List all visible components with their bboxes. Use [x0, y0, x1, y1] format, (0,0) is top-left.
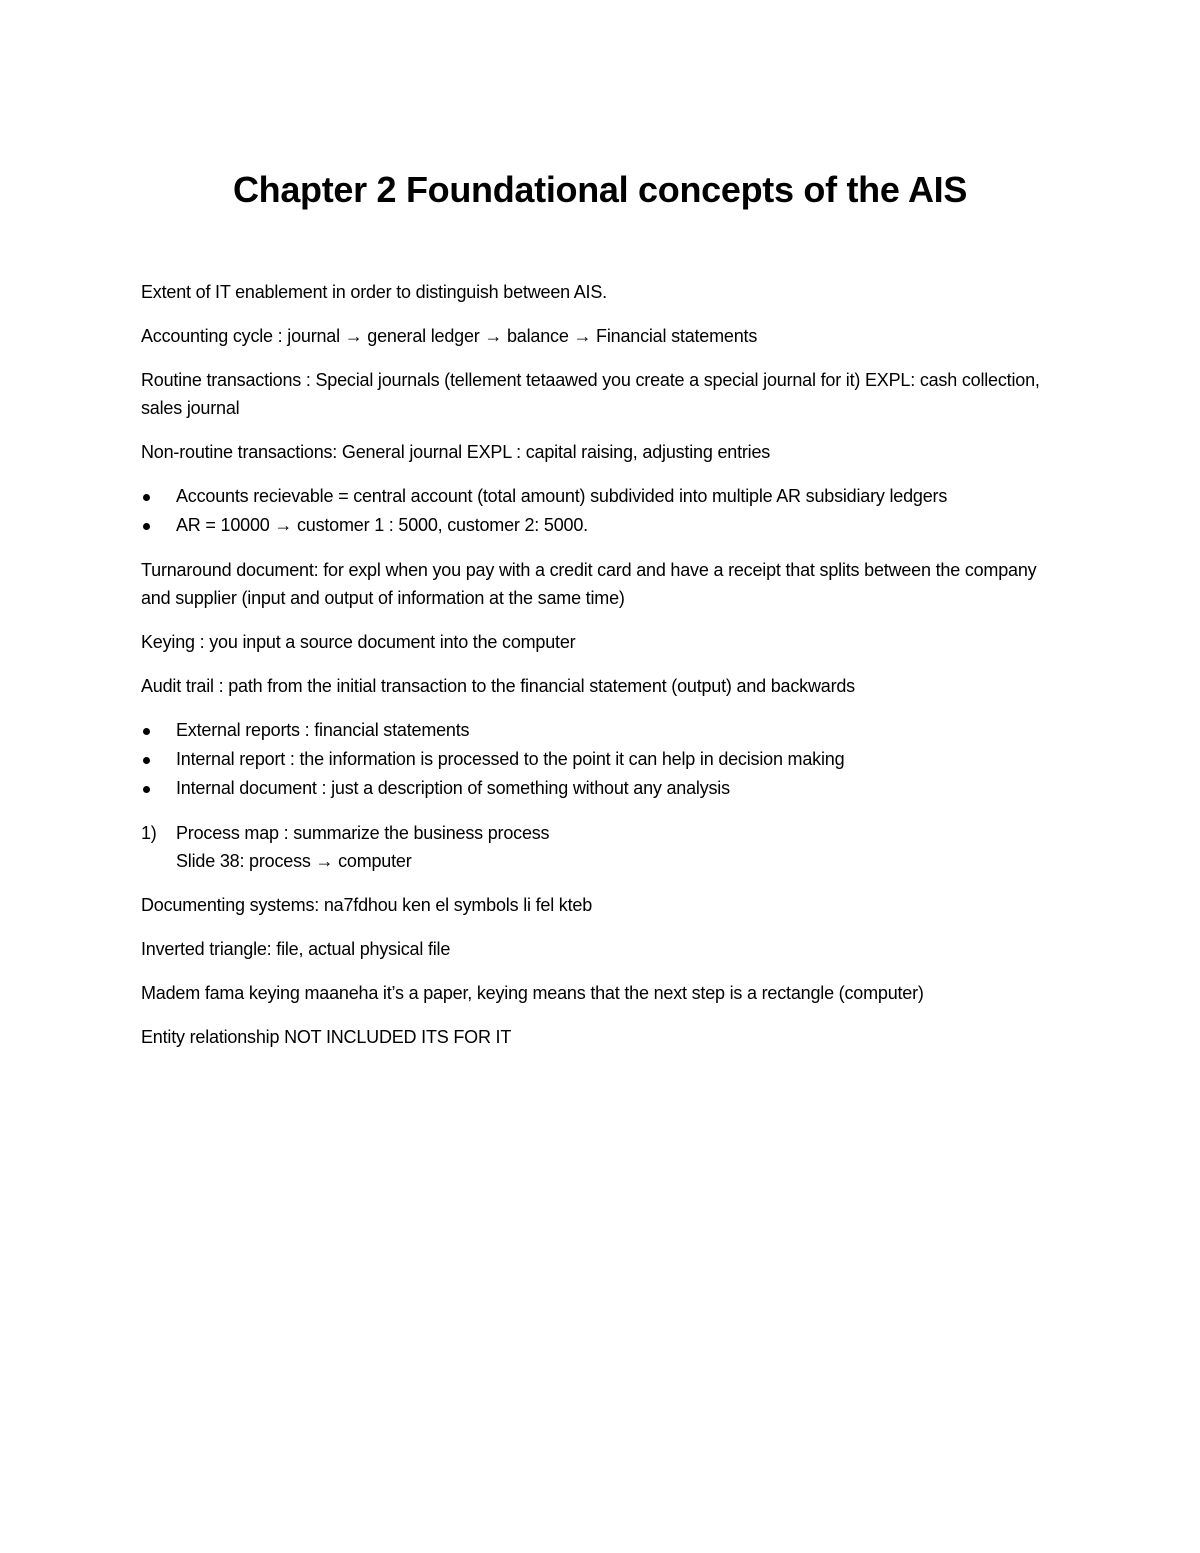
paragraph-keying: Keying : you input a source document into the computer — [141, 632, 576, 652]
page-title: Chapter 2 Foundational concepts of the AIS — [232, 169, 968, 211]
bullet-icon — [143, 786, 150, 793]
paragraph-entity-relationship: Entity relationship NOT INCLUDED ITS FOR IT — [141, 1027, 512, 1047]
document-body — [141, 278, 1056, 1067]
paragraph-keying-paper: Madem fama keying maaneha it’s a paper, keying means that the next step is a rectangle (computer) — [141, 983, 924, 1003]
paragraph-routine-transactions: Routine transactions : Special journals (tellement tetaawed you create a special journal for it) EXPL: cash collection, sales journal — [141, 370, 1040, 418]
list-item — [141, 511, 1056, 540]
list-item — [141, 716, 1056, 745]
list-item — [141, 745, 1056, 774]
list-item-text: External reports : financial statements — [176, 720, 470, 740]
list-item-text: Internal report : the information is processed to the point it can help in decision making — [176, 749, 845, 769]
bullet-icon — [143, 757, 150, 764]
paragraph-it-enablement: Extent of IT enablement in order to distinguish between AIS. — [141, 282, 607, 302]
list-item-text: Accounts recievable = central account (total amount) subdivided into multiple AR subsidiary ledgers — [176, 486, 948, 506]
paragraph-documenting-systems: Documenting systems: na7fdhou ken el symbols li fel kteb — [141, 895, 593, 915]
paragraph-audit-trail: Audit trail : path from the initial transaction to the financial statement (output) and backwards — [141, 676, 855, 696]
paragraph-non-routine-transactions: Non-routine transactions: General journal EXPL : capital raising, adjusting entries — [141, 442, 771, 462]
paragraph-accounting-cycle: Accounting cycle : journal → general ledger → balance → Financial statements — [141, 326, 758, 346]
list-item-text: Process map : summarize the business process — [176, 823, 550, 843]
bullet-icon — [143, 728, 150, 735]
numbered-list-item — [141, 819, 1056, 875]
list-item-text: Internal document : just a description of something without any analysis — [176, 778, 730, 798]
list-number: 1) — [141, 823, 157, 843]
bullet-list-accounts-receivable — [141, 482, 1056, 540]
paragraph-turnaround-document: Turnaround document: for expl when you pay with a credit card and have a receipt that splits between the company and supplier (input and output of information at the same time) — [141, 560, 1037, 608]
bullet-icon — [143, 494, 150, 501]
paragraph-inverted-triangle: Inverted triangle: file, actual physical file — [141, 939, 451, 959]
list-item — [141, 774, 1056, 803]
list-item-text: AR = 10000 → customer 1 : 5000, customer 2: 5000. — [176, 515, 588, 535]
bullet-list-reports — [141, 716, 1056, 803]
list-item-subtext: Slide 38: process → computer — [176, 851, 412, 871]
list-item — [141, 482, 1056, 511]
bullet-icon — [143, 523, 150, 530]
numbered-list-process-map — [141, 819, 1056, 875]
